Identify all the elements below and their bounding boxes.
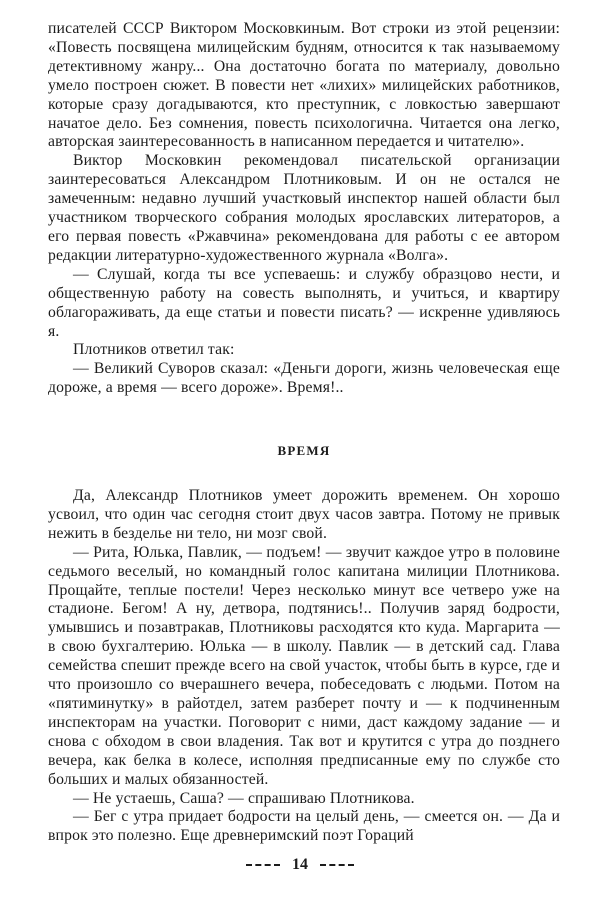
page-number: 14: [292, 856, 308, 873]
paragraph-time-intro: Да, Александр Плотников умеет дорожить временем. Он хорошо усвоил, что один час сегодня стоит двух часов завтра. Потому не привык нежить в безделье ни тело, ни мозг свой.: [48, 487, 560, 542]
section-heading: ВРЕМЯ: [277, 443, 331, 459]
book-page: [48, 20, 560, 846]
paragraph-answer-intro: Плотников ответил так:: [73, 341, 235, 359]
page-footer: [0, 856, 600, 874]
paragraph-moskovkin-recommendation: Виктор Московкин рекомендовал писательской организации заинтересоваться Александром Плотниковым. И он не остался не замеченным: недавно лучший участковый инспектор нашей области был участником творческого собрания молодых ярославских литераторов, а его первая повесть «Ржавчина» рекомендована для работы с ее автором редакции литературно-художественного журнала «Волга».: [48, 152, 560, 264]
paragraph-question: — Слушай, когда ты все успеваешь: и службу образцово нести, и общественную работу на совесть выполнять, и учиться, и квартиру облагораживать, да еще статьи и повести писать? — искренне удивляюсь я.: [48, 265, 560, 340]
paragraph-morning-routine: — Рита, Юлька, Павлик, — подъем! — звучит каждое утро в половине седьмого веселый, но командный голос капитана милиции Плотникова. Прощайте, теплые постели! Через несколько минут все четверо уже на стадионе. Бегом! А ну, детвора, подтянись!.. Получив заряд бодрости, умывшись и позавтракав, Плотниковы расходятся кто куда. Маргарита — в свою бухгалтерию. Юлька — в школу. Павлик — в детский сад. Глава семейства спешит прежде всего на свой участок, чтобы быть в курсе, где и что произошло со вчерашнего вечера, побеседовать с людьми. Потом на «пятиминутку» в райотдел, затем разберет почту и — к подчиненным инспекторам на участки. Поговорит с ними, даст каждому задание — и снова с обходом в свои владения. Так вот и крутится с утра до позднего вечера, как белка в колесе, исполняя предписанные ему по службе сто больших и малых обязанностей.: [48, 543, 560, 788]
right-ornament-dash: [320, 864, 354, 866]
paragraph-suvorov-quote: — Великий Суворов сказал: «Деньги дороги, жизнь человеческая еще дороже, а время — всего дороже». Время!..: [48, 360, 560, 397]
paragraph-tired-question: — Не устаешь, Саша? — спрашиваю Плотникова.: [73, 789, 415, 807]
paragraph-running-answer: — Бег с утра придает бодрости на целый день, — смеется он. — Да и впрок это полезно. Еще древнеримский поэт Гораций: [48, 808, 560, 845]
left-ornament-dash: [246, 864, 280, 866]
paragraph-review-quote: писателей СССР Виктором Московкиным. Вот строки из этой рецензии: «Повесть посвящена милицейским будням, относится к так называемому детективному жанру... Она достаточно богата по материалу, довольно умело построен сюжет. В повести нет «лихих» милицейских работников, которые сразу догадываются, кто преступник, с ловкостью завершают начатое дело. Без сомнения, повесть психологична. Читается она легко, авторская заинтересованность в написанном передается и читателю».: [48, 20, 560, 151]
